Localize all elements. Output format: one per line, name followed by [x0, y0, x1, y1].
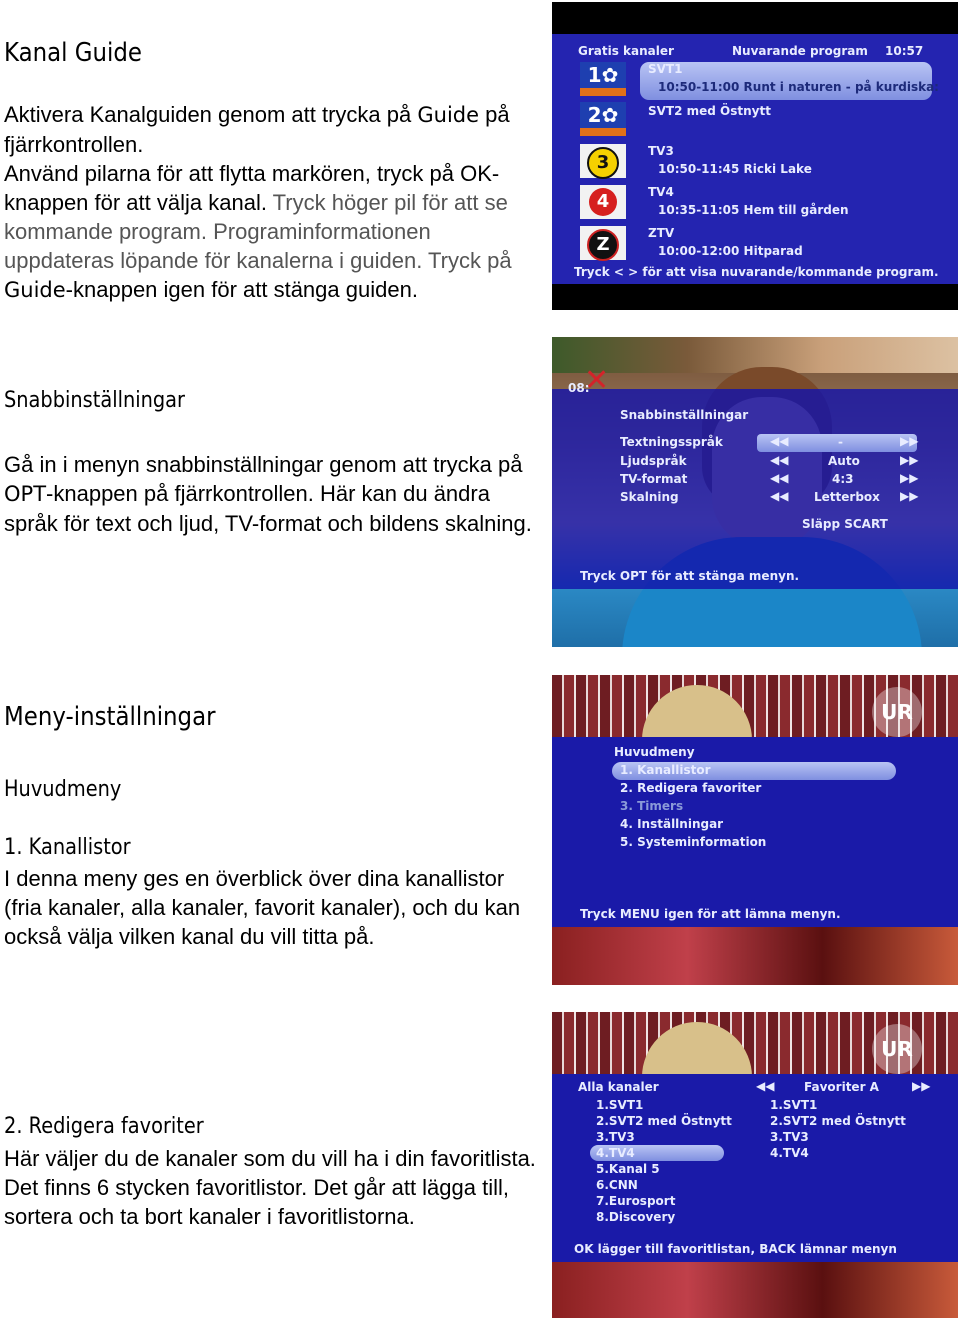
quick-settings-panel [552, 389, 958, 589]
menu-item-system-info[interactable]: 5. Systeminformation [620, 835, 767, 849]
svt1-logo-icon: 1✿ [580, 62, 626, 96]
all-channels-item[interactable]: 8.Discovery [596, 1210, 676, 1224]
quick-text-1: Gå in i menyn snabbinställningar genom att trycka på [4, 452, 523, 477]
item-text-channel-lists: I denna meny ges en överblick över dina kanallistor (fria kanaler, alla kanaler, favorit kanaler), och du kan också välja vilken kanal du vill titta på. [4, 866, 521, 949]
item-title-channel-lists: 1. Kanallistor [4, 835, 131, 860]
all-channels-item[interactable]: 1.SVT1 [596, 1098, 644, 1112]
guide-text-1: Aktivera Kanalguiden genom att trycka på [4, 102, 418, 127]
guide-col-current: Nuvarande program [732, 44, 868, 58]
left-arrow-icon[interactable]: ◀◀ [756, 1079, 775, 1093]
channel-x-logo-icon: ✕ [584, 363, 610, 398]
menu-item-edit-favorites[interactable]: 2. Redigera favoriter [620, 781, 762, 795]
guide-text-2: Använd pilarna för att flytta markören, tryck på OK-knappen för att välja kanal. [4, 161, 500, 215]
quick-footer-hint: Tryck OPT för att stänga menyn. [580, 569, 800, 583]
item-title-edit-favorites: 2. Redigera favoriter [4, 1114, 204, 1139]
studio-floor [552, 1262, 958, 1318]
all-channels-item[interactable]: 6.CNN [596, 1178, 638, 1192]
guide-channel-name: TV3 [648, 144, 674, 158]
section-heading-guide: Kanal Guide [4, 38, 142, 68]
favorite-item[interactable]: 2.SVT2 med Östnytt [770, 1114, 906, 1128]
right-arrow-icon[interactable]: ▶▶ [900, 471, 919, 485]
favorites-footer-hint: OK lägger till favoritlistan, BACK lämnar menyn [574, 1242, 897, 1256]
guide-channel-program: 10:50-11:00 Runt i naturen - på kurdiska: [658, 80, 939, 94]
guide-key-label: Guide [417, 103, 480, 127]
guide-channel-program: 10:35-11:05 Hem till gården [658, 203, 849, 217]
favorites-list-title: Favoriter A [804, 1080, 879, 1094]
quick-time: 08: [568, 381, 590, 395]
menu-item-channel-lists[interactable]: 1. Kanallistor [620, 763, 711, 777]
quick-text-1-end: -knappen på fjärrkontrollen. Här kan du ändra språk för text och ljud, TV-format och bildens skalning. [4, 481, 532, 536]
all-channels-item[interactable]: 7.Eurosport [596, 1194, 676, 1208]
screenshot-channel-guide [552, 2, 958, 310]
quick-row-label: Textningsspråk [620, 435, 723, 449]
guide-channel-name: TV4 [648, 185, 674, 199]
left-arrow-icon[interactable]: ◀◀ [770, 453, 789, 467]
tv4-logo-icon: 4 [580, 185, 626, 219]
screenshot-quick-settings [552, 337, 958, 647]
item-text-edit-favorites: Här väljer du de kanaler som du vill ha i din favoritlista. Det finns 6 stycken favoritlistor. Det går att lägga till, sortera och ta bort kanaler i favoritlistorna. [4, 1146, 536, 1229]
guide-footer-hint: Tryck < > för att visa nuvarande/kommande program. [574, 265, 939, 279]
favorite-item[interactable]: 4.TV4 [770, 1146, 809, 1160]
main-menu-title: Huvudmeny [614, 745, 695, 759]
screenshot-edit-favorites [552, 1012, 958, 1318]
quick-row-label: Ljudspråk [620, 454, 687, 468]
menu-item-timers[interactable]: 3. Timers [620, 799, 684, 813]
quick-row-label: TV-format [620, 472, 688, 486]
guide-text-1-end: på fjärrkontrollen. [4, 102, 510, 157]
svt2-logo-icon: 2✿ [580, 102, 626, 136]
opt-key-label: OPT [4, 482, 47, 506]
all-channels-item[interactable]: 4.TV4 [596, 1146, 635, 1160]
quick-row-value: 4:3 [832, 472, 854, 486]
left-arrow-icon[interactable]: ◀◀ [770, 434, 789, 448]
all-channels-title: Alla kanaler [578, 1080, 659, 1094]
right-arrow-icon[interactable]: ▶▶ [900, 434, 919, 448]
studio-floor [552, 927, 958, 985]
right-arrow-icon[interactable]: ▶▶ [912, 1079, 931, 1093]
left-arrow-icon[interactable]: ◀◀ [770, 489, 789, 503]
tv3-logo-icon: 3 [580, 144, 626, 178]
section-heading-menu: Meny-inställningar [4, 702, 216, 732]
guide-text-3-end: -knappen igen för att stänga guiden. [65, 277, 418, 302]
guide-channel-name: SVT1 [648, 62, 683, 76]
right-arrow-icon[interactable]: ▶▶ [900, 453, 919, 467]
quick-row-label: Skalning [620, 490, 679, 504]
guide-channel-name: SVT2 med Östnytt [648, 104, 771, 118]
favorite-item[interactable]: 3.TV3 [770, 1130, 809, 1144]
quick-title: Snabbinställningar [620, 408, 749, 422]
left-arrow-icon[interactable]: ◀◀ [770, 471, 789, 485]
guide-channel-program: 10:50-11:45 Ricki Lake [658, 162, 812, 176]
guide-key-label-2: Guide [4, 278, 66, 302]
menu-item-settings[interactable]: 4. Inställningar [620, 817, 724, 831]
section-heading-quick: Snabbinställningar [4, 388, 185, 413]
guide-paragraph [4, 100, 544, 305]
subheading-main-menu: Huvudmeny [4, 777, 122, 802]
guide-text-3: Tryck höger pil för att se kommande program. Programinformationen uppdateras löpande för kanalerna i guiden. Tryck på [4, 190, 512, 273]
guide-col-free: Gratis kanaler [578, 44, 674, 58]
right-arrow-icon[interactable]: ▶▶ [900, 489, 919, 503]
ztv-logo-icon: Z [580, 226, 626, 260]
quick-paragraph [4, 450, 544, 538]
guide-clock: 10:57 [885, 44, 924, 58]
all-channels-item[interactable]: 5.Kanal 5 [596, 1162, 660, 1176]
guide-channel-name: ZTV [648, 226, 675, 240]
all-channels-item[interactable]: 3.TV3 [596, 1130, 635, 1144]
ur-logo-icon: UR [872, 687, 922, 737]
quick-row-value: Auto [828, 454, 860, 468]
ur-logo-icon: UR [872, 1024, 922, 1074]
release-scart-button[interactable]: Släpp SCART [802, 517, 888, 531]
guide-channel-program: 10:00-12:00 Hitparad [658, 244, 803, 258]
all-channels-item[interactable]: 2.SVT2 med Östnytt [596, 1114, 732, 1128]
favorite-item[interactable]: 1.SVT1 [770, 1098, 818, 1112]
main-menu-footer-hint: Tryck MENU igen för att lämna menyn. [580, 907, 841, 921]
quick-row-value: Letterbox [814, 490, 880, 504]
screenshot-main-menu [552, 675, 958, 985]
quick-row-value: - [838, 435, 843, 449]
